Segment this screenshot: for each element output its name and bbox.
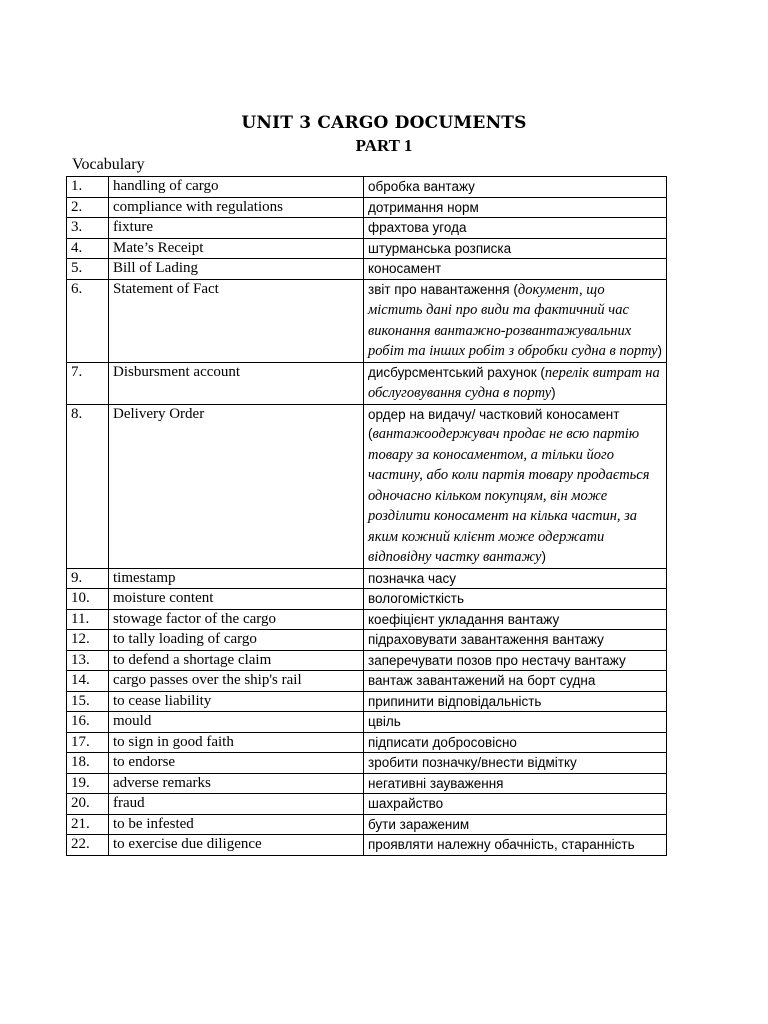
english-term: moisture content <box>109 589 364 610</box>
ukrainian-translation: ордер на видачу/ частковий коносамент (вантажоодержувач продає не всю партію товару за коносаментом, а тільки його частину, або коли партія товару продається одночасно кільком покупцям, він може розділити коносамент на кілька частин, за яким кожний клієнт може одержати відповідну частку вантажу) <box>364 404 667 568</box>
table-row <box>67 794 667 815</box>
translation-text: коефіцієнт укладання вантажу <box>368 611 560 627</box>
row-number: 3. <box>67 218 109 239</box>
english-term: to tally loading of cargo <box>109 630 364 651</box>
ukrainian-translation: звіт про навантаження (документ, що містить дані про види та фактичний час виконання вантажно-розвантажувальних робіт та інших робіт з обробки судна в порту) <box>364 279 667 362</box>
translation-text: проявляти належну обачність, старанність <box>368 837 635 852</box>
english-term: compliance with regulations <box>109 197 364 218</box>
table-row <box>67 609 667 630</box>
row-number: 1. <box>67 177 109 198</box>
translation-text: позначка часу <box>368 570 457 586</box>
table-row <box>67 259 667 280</box>
english-term: stowage factor of the cargo <box>109 609 364 630</box>
translation-text: коносамент <box>368 261 442 276</box>
english-term: to sign in good faith <box>109 732 364 753</box>
translation-note: вантажоодержувач продає не всю партію товару за коносаментом, а тільки його частину, або коли партія товару продається одночасно кільком покупцям, він може розділити коносамент на кілька частин, за яким кожний клієнт може одержати відповідну частку вантажу <box>368 426 650 565</box>
ukrainian-translation <box>364 773 667 794</box>
table-row <box>67 814 667 835</box>
english-term: fixture <box>109 218 364 239</box>
ukrainian-translation <box>364 197 667 218</box>
ukrainian-translation <box>364 691 667 712</box>
english-term: to defend a shortage claim <box>109 650 364 671</box>
ukrainian-translation <box>364 218 667 239</box>
table-row <box>67 238 667 259</box>
english-term: to endorse <box>109 753 364 774</box>
table-row <box>67 177 667 198</box>
ukrainian-translation <box>364 238 667 259</box>
ukrainian-translation <box>364 568 667 589</box>
translation-text: дотримання норм <box>368 199 479 215</box>
translation-text: ордер на видачу/ частковий коносамент <box>368 406 620 422</box>
ukrainian-translation <box>364 650 667 671</box>
translation-text: штурманська розписка <box>368 240 512 256</box>
english-term: Delivery Order <box>109 404 364 568</box>
table-row <box>67 279 667 362</box>
row-number: 4. <box>67 238 109 259</box>
english-term: fraud <box>109 794 364 815</box>
ukrainian-translation <box>364 814 667 835</box>
row-number: 6. <box>67 279 109 362</box>
row-number: 20. <box>67 794 109 815</box>
unit-title: UNIT 3 CARGO DOCUMENTS <box>241 113 527 133</box>
row-number: 10. <box>67 589 109 610</box>
table-row <box>67 712 667 733</box>
row-number: 14. <box>67 671 109 692</box>
english-term: Disbursment account <box>109 362 364 404</box>
ukrainian-translation <box>364 732 667 753</box>
ukrainian-translation <box>364 753 667 774</box>
row-number: 16. <box>67 712 109 733</box>
ukrainian-translation: дисбурсментський рахунок (перелік витрат на обслуговування судна в порту) <box>364 362 667 404</box>
row-number: 5. <box>67 259 109 280</box>
ukrainian-translation <box>364 794 667 815</box>
vocabulary-table-body <box>67 177 667 856</box>
table-row <box>67 362 667 404</box>
translation-text: цвіль <box>368 714 401 729</box>
row-number: 17. <box>67 732 109 753</box>
table-row <box>67 218 667 239</box>
table-row <box>67 691 667 712</box>
english-term: Bill of Lading <box>109 259 364 280</box>
table-row <box>67 732 667 753</box>
row-number: 19. <box>67 773 109 794</box>
table-row <box>67 835 667 856</box>
table-row <box>67 404 667 568</box>
table-row <box>67 671 667 692</box>
translation-text: заперечувати позов про нестачу вантажу <box>368 652 626 668</box>
english-term: Statement of Fact <box>109 279 364 362</box>
row-number: 15. <box>67 691 109 712</box>
table-row <box>67 589 667 610</box>
table-row <box>67 568 667 589</box>
row-number: 22. <box>67 835 109 856</box>
translation-text: підписати добросовісно <box>368 734 517 750</box>
row-number: 13. <box>67 650 109 671</box>
english-term: to exercise due diligence <box>109 835 364 856</box>
row-number: 11. <box>67 609 109 630</box>
translation-text: негативні зауваження <box>368 775 504 791</box>
vocabulary-caption: Vocabulary <box>72 156 145 173</box>
ukrainian-translation <box>364 609 667 630</box>
part-heading: PART 1 <box>355 136 413 155</box>
table-row <box>67 197 667 218</box>
row-number: 8. <box>67 404 109 568</box>
translation-text: припинити відповідальність <box>368 693 542 709</box>
table-row <box>67 753 667 774</box>
english-term: to cease liability <box>109 691 364 712</box>
english-term: Mate’s Receipt <box>109 238 364 259</box>
row-number: 18. <box>67 753 109 774</box>
english-term: cargo passes over the ship's rail <box>109 671 364 692</box>
ukrainian-translation <box>364 671 667 692</box>
ukrainian-translation <box>364 589 667 610</box>
english-term: to be infested <box>109 814 364 835</box>
translation-note: документ, що містить дані про види та фактичний час виконання вантажно-розвантажувальних робіт та інших робіт з обробки судна в порту <box>368 281 658 359</box>
row-number: 21. <box>67 814 109 835</box>
english-term: adverse remarks <box>109 773 364 794</box>
translation-text: бути зараженим <box>368 816 470 832</box>
translation-text: звіт про навантаження <box>368 281 510 297</box>
translation-text: фрахтова угода <box>368 220 467 235</box>
ukrainian-translation <box>364 835 667 856</box>
translation-text: вологомісткість <box>368 591 464 606</box>
translation-note: перелік витрат на обслуговування судна в порту <box>368 364 660 401</box>
translation-text: дисбурсментський рахунок <box>368 364 537 380</box>
ukrainian-translation <box>364 712 667 733</box>
ukrainian-translation <box>364 630 667 651</box>
table-row <box>67 773 667 794</box>
translation-text: обробка вантажу <box>368 179 475 194</box>
table-row <box>67 650 667 671</box>
vocabulary-table <box>66 176 667 856</box>
english-term: mould <box>109 712 364 733</box>
ukrainian-translation <box>364 259 667 280</box>
table-row <box>67 630 667 651</box>
row-number: 7. <box>67 362 109 404</box>
translation-text: зробити позначку/внести відмітку <box>368 755 577 770</box>
row-number: 9. <box>67 568 109 589</box>
english-term: handling of cargo <box>109 177 364 198</box>
ukrainian-translation <box>364 177 667 198</box>
row-number: 2. <box>67 197 109 218</box>
translation-text: вантаж завантажений на борт судна <box>368 673 596 688</box>
translation-text: шахрайство <box>368 796 444 811</box>
translation-text: підраховувати завантаження вантажу <box>368 632 604 647</box>
row-number: 12. <box>67 630 109 651</box>
english-term: timestamp <box>109 568 364 589</box>
